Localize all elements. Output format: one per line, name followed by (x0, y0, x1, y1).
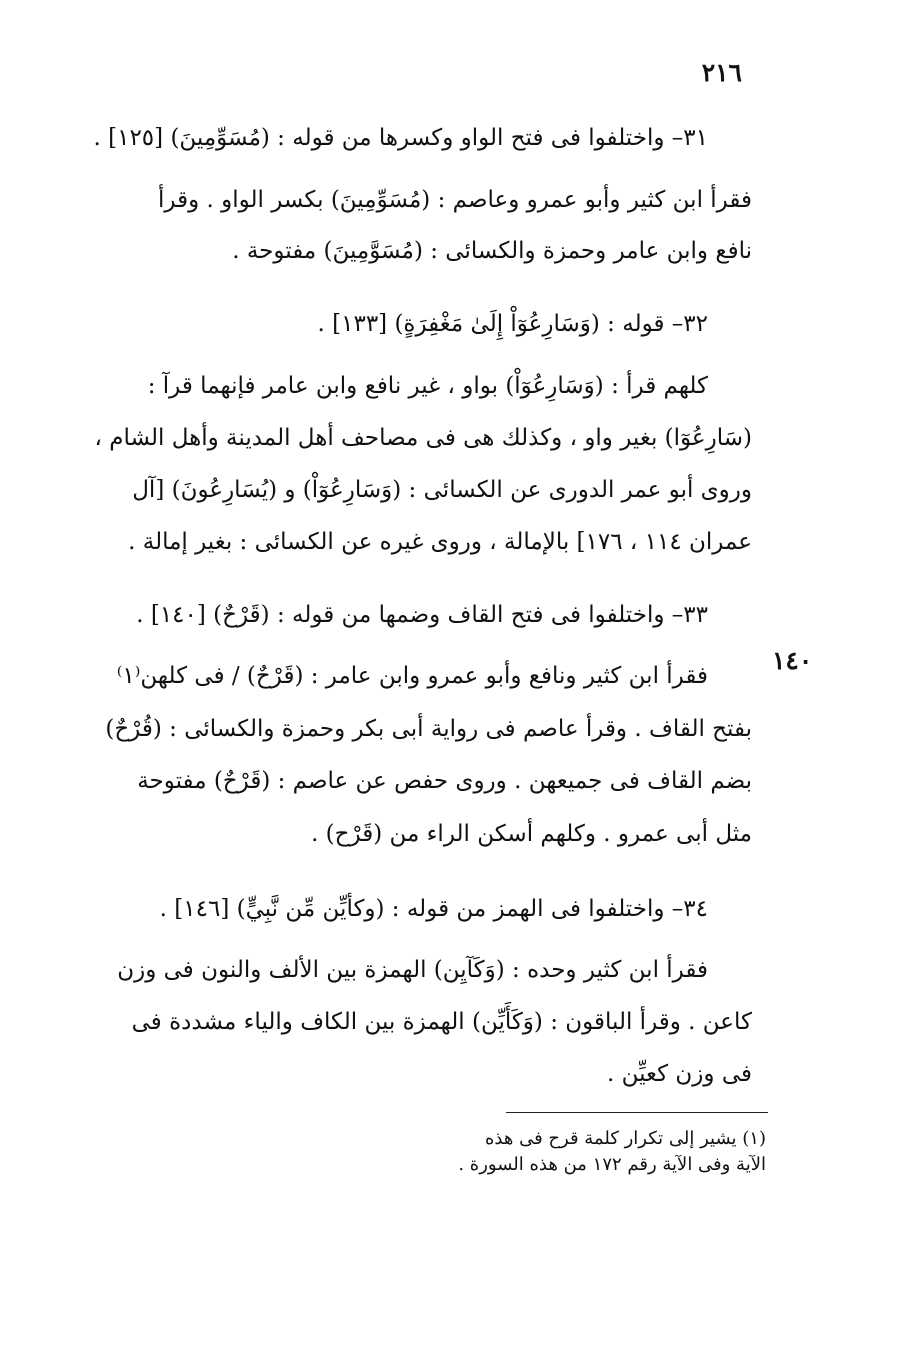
text-line: (سَارِعُوٓا) بغير واو ، وكذلك هى فى مصاحف أهل المدينة وأهل الشام ، (94, 425, 752, 451)
text-line: بفتح القاف . وقرأ عاصم فى رواية أبى بكر وحمزة والكسائى : (قُرْحٌ) (105, 716, 752, 742)
text-line: فى وزن كعيِّن . (606, 1061, 752, 1087)
text-line: ٣٣– واختلفوا فى فتح القاف وضمها من قوله : (قَرْحٌ) [١٤٠] . (136, 602, 708, 628)
footnote-line: (١) يشير إلى تكرار كلمة قرح فى هذه (485, 1128, 766, 1149)
footnote-separator (506, 1112, 768, 1113)
footnote-line: الآية وفى الآية رقم ١٧٢ من هذه السورة . (458, 1154, 766, 1175)
text-line: كاعن . وقرأ الباقون : (وَكَأَيِّن) الهمزة بين الكاف والياء مشددة فى (131, 1009, 752, 1035)
text-line: وروى أبو عمر الدورى عن الكسائى : (وَسَارِعُوٓاْ) و (يُسَارِعُونَ) [آل (132, 477, 752, 503)
text-line: ٣٢– قوله : (وَسَارِعُوٓاْ إِلَىٰ مَغْفِرَةٍ) [١٣٣] . (317, 311, 708, 337)
text-line: نافع وابن عامر وحمزة والكسائى : (مُسَوَّمِينَ) مفتوحة . (232, 238, 752, 264)
text-line: ٣٤– واختلفوا فى الهمز من قوله : (وكأيِّن مِّن نَّبِيٍّ) [١٤٦] . (159, 896, 708, 922)
text-line: فقرأ ابن كثير وأبو عمرو وعاصم : (مُسَوِّمِينَ) بكسر الواو . وقرأ (158, 187, 752, 213)
text-line: ٣١– واختلفوا فى فتح الواو وكسرها من قوله : (مُسَوِّمِينَ) [١٢٥] . (93, 125, 708, 151)
text-line: بضم القاف فى جميعهن . وروى حفص عن عاصم : (قَرْحٌ) مفتوحة (137, 768, 752, 794)
text-line: عمران ١١٤ ، ١٧٦] بالإمالة ، وروى غيره عن الكسائى : بغير إمالة . (128, 529, 752, 555)
text-line: فقرأ ابن كثير وحده : (وَكَآيِن) الهمزة بين الألف والنون فى وزن (117, 957, 708, 983)
page-number: ٢١٦ (701, 58, 742, 87)
text-line: كلهم قرأ : (وَسَارِعُوٓاْ) بواو ، غير نافع وابن عامر فإنهما قرآ : (147, 373, 708, 399)
text-line: مثل أبى عمرو . وكلهم أسكن الراء من (قَرْح) . (311, 821, 752, 847)
margin-note: ١٤٠ (772, 646, 813, 675)
text-line: فقرأ ابن كثير ونافع وأبو عمرو وابن عامر : (قَرْحٌ) / فى كلهن⁽١⁾ (116, 663, 708, 689)
